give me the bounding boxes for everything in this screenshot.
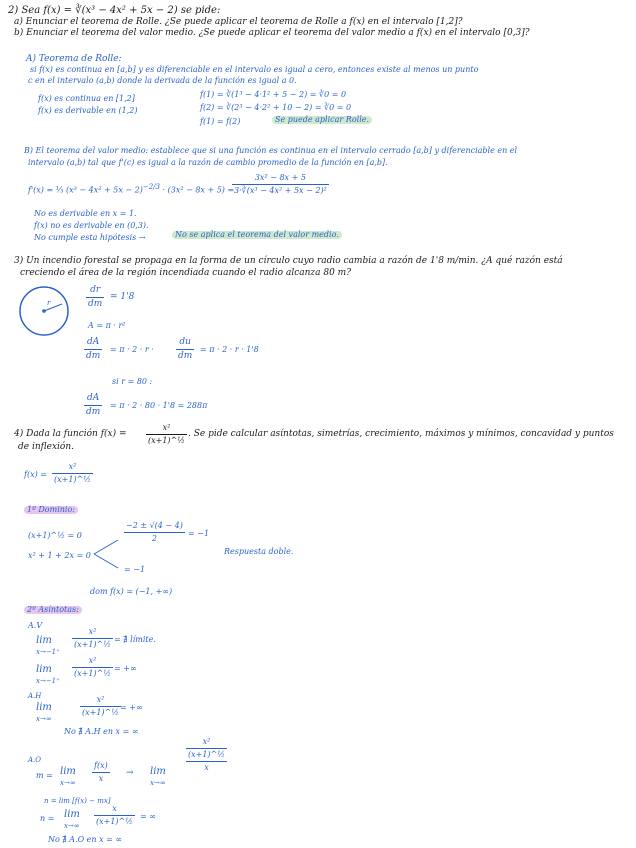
fx-lhs: f(x) = bbox=[24, 470, 47, 479]
ex4-line1b: . Se pide calcular asíntotas, simetrías, crecimiento, máximos y mínimos, concavidad y puntos bbox=[188, 429, 614, 439]
m-fraction: f(x) x bbox=[94, 761, 108, 783]
vertical-asymptote-label: A.V bbox=[28, 621, 43, 630]
tvm-statement-line2: intervalo (a,b) tal que f'(c) es igual a la razón de cambio promedio de la función en [a,b]. bbox=[28, 158, 388, 167]
rolle-statement-line2: c en el intervalo (a,b) donde la derivada de la función es igual a 0. bbox=[28, 76, 297, 85]
no-oblique-asymptote: No ∄ A.O en x = ∞ bbox=[48, 835, 123, 844]
center-point bbox=[42, 309, 46, 313]
result-fraction: dA dm bbox=[86, 393, 101, 417]
domain-result: dom f(x) = (−1, +∞) bbox=[90, 587, 173, 596]
asymptotes-heading: 2º Asíntotas: bbox=[24, 606, 82, 614]
ex3-line2: creciendo el área de la región incendiada cuando el radio alcanza 80 m? bbox=[20, 268, 352, 278]
ex2-heading: 2) Sea f(x) = ∛(x³ − 4x² + 5x − 2) se pide: bbox=[8, 5, 221, 16]
tvm-statement-line1: B) El teorema del valor medio: establece que si una función es continua en el intervalo cerrado [a,b] y diferenciable en el bbox=[24, 146, 518, 155]
ex4-line1: 4) Dada la función f(x) = bbox=[14, 429, 127, 439]
ex4-function-fraction: x² (x+1)^½ bbox=[148, 423, 186, 445]
tvm-conclusion: No se aplica el teorema del valor medio. bbox=[172, 231, 342, 239]
lim1-subscript: x→−1⁺ bbox=[36, 648, 60, 656]
root-value: = −1 bbox=[188, 529, 210, 538]
lim2-subscript: x→−1⁺ bbox=[36, 677, 60, 685]
du-dm-fraction: du dm bbox=[178, 337, 193, 361]
m-lhs: m = bbox=[36, 771, 53, 780]
m-lim-subscript: x→∞ bbox=[60, 779, 76, 787]
f1-evaluation: f(1) = ∛(1³ − 4·1² + 5 − 2) = ∛0 = 0 bbox=[200, 90, 347, 99]
result-value: = π · 2 · 80 · 1'8 = 288π bbox=[110, 401, 208, 410]
n-definition: n = lim [f(x) − mx] bbox=[44, 797, 111, 805]
radius-condition: si r = 80 : bbox=[112, 377, 153, 386]
quadratic-root-fraction: −2 ± √(4 − 4) 2 bbox=[126, 521, 183, 543]
rolle-statement-line1: si f(x) es continua en [a,b] y es diferenciable en el intervalo es igual a cero, entonces existe al menos un punto bbox=[30, 65, 479, 74]
f1-equals-f2: f(1) = f(2) bbox=[200, 117, 241, 126]
radius-label: r bbox=[47, 299, 51, 307]
branch-up bbox=[94, 540, 118, 554]
domain-heading: 1º Dominio: bbox=[24, 506, 78, 514]
n-value: = ∞ bbox=[140, 812, 156, 821]
continuity-note: f(x) es continua en [1,2] bbox=[38, 94, 135, 103]
n-lim-subscript: x→∞ bbox=[64, 822, 80, 830]
ex4-line2: de inflexión. bbox=[18, 442, 74, 452]
area-formula: A = π · r² bbox=[88, 321, 126, 330]
not-derivable-at-1: No es derivable en x = 1. bbox=[34, 209, 137, 218]
m-arrow: → bbox=[126, 768, 134, 778]
branch-arrows bbox=[92, 536, 122, 572]
lim2-fraction: x² (x+1)^½ bbox=[74, 656, 112, 678]
rolle-conclusion: Se puede aplicar Rolle. bbox=[272, 116, 372, 124]
m2-lim-word: lim bbox=[150, 766, 166, 777]
quadratic-equation: x² + 1 + 2x = 0 bbox=[28, 551, 91, 560]
lim3-value: = +∞ bbox=[120, 703, 143, 712]
rolle-title: A) Teorema de Rolle: bbox=[26, 54, 122, 64]
ex3-line1: 3) Un incendio forestal se propaga en la forma de un círculo cuyo radio cambia a razón de 1'8 m/min. ¿A qué razón está bbox=[14, 256, 563, 266]
n-fraction: x (x+1)^½ bbox=[96, 804, 134, 826]
lim3-subscript: x→∞ bbox=[36, 715, 52, 723]
dA-dm-mid: = π · 2 · r · bbox=[110, 345, 154, 354]
dr-dm-fraction: dr dm bbox=[88, 285, 103, 309]
lim1-word: lim bbox=[36, 635, 52, 646]
dA-dm-expression: = π · 2 · r · 1'8 bbox=[200, 345, 259, 354]
no-horizontal-asymptote: No ∄ A.H en x = ∞ bbox=[64, 727, 139, 736]
lim1-fraction: x² (x+1)^½ bbox=[74, 627, 112, 649]
root-value-lower: = −1 bbox=[124, 565, 146, 574]
n-lim-word: lim bbox=[64, 809, 80, 820]
dA-dm-fraction: dA dm bbox=[86, 337, 101, 361]
fire-circle-diagram bbox=[14, 284, 74, 340]
fx-fraction: x² (x+1)^½ bbox=[54, 462, 92, 484]
hypothesis-fails: No cumple esta hipótesis → bbox=[34, 233, 146, 242]
ex2-question-b: b) Enunciar el teorema del valor medio. ¿Se puede aplicar el teorema del valor medio a f(x) en el intervalo [0,3]? bbox=[14, 28, 530, 38]
horizontal-asymptote-label: A.H bbox=[28, 692, 42, 700]
lim2-value: = +∞ bbox=[114, 664, 137, 673]
lim3-fraction: x² (x+1)^½ bbox=[82, 695, 120, 717]
m-lim-word: lim bbox=[60, 766, 76, 777]
branch-down bbox=[94, 554, 118, 568]
lim1-value: = ∄ límite. bbox=[114, 635, 156, 644]
lim2-word: lim bbox=[36, 664, 52, 675]
f2-evaluation: f(2) = ∛(2³ − 4·2² + 10 − 2) = ∛0 = 0 bbox=[200, 103, 352, 112]
n-lhs: n = bbox=[40, 814, 55, 823]
ex2-question-a: a) Enunciar el teorema de Rolle. ¿Se puede aplicar el teorema de Rolle a f(x) en el intervalo [1,2]? bbox=[14, 17, 463, 27]
m-compound-fraction: x² (x+1)^½ x bbox=[188, 737, 226, 772]
m2-lim-subscript: x→∞ bbox=[150, 779, 166, 787]
dr-dm-value: = 1'8 bbox=[110, 292, 135, 302]
derivative-fraction: 3x² − 8x + 5 3·∛(x³ − 4x² + 5x − 2)² bbox=[234, 173, 327, 195]
oblique-asymptote-label: A.O bbox=[28, 756, 42, 764]
domain-equation: (x+1)^½ = 0 bbox=[28, 531, 82, 540]
not-derivable-interval: f(x) no es derivable en (0,3). bbox=[34, 221, 149, 230]
derivative-lhs: f'(x) = ⅓ $(x^3 - 4x^2 + 5x - 2)^{-2/3} \cdot (3x^2 - 8x + 5)$ = bbox=[28, 183, 235, 195]
derivability-note: f(x) es derivable en (1,2) bbox=[38, 106, 138, 115]
lim3-word: lim bbox=[36, 702, 52, 713]
double-root-note: Respuesta doble. bbox=[224, 547, 294, 556]
